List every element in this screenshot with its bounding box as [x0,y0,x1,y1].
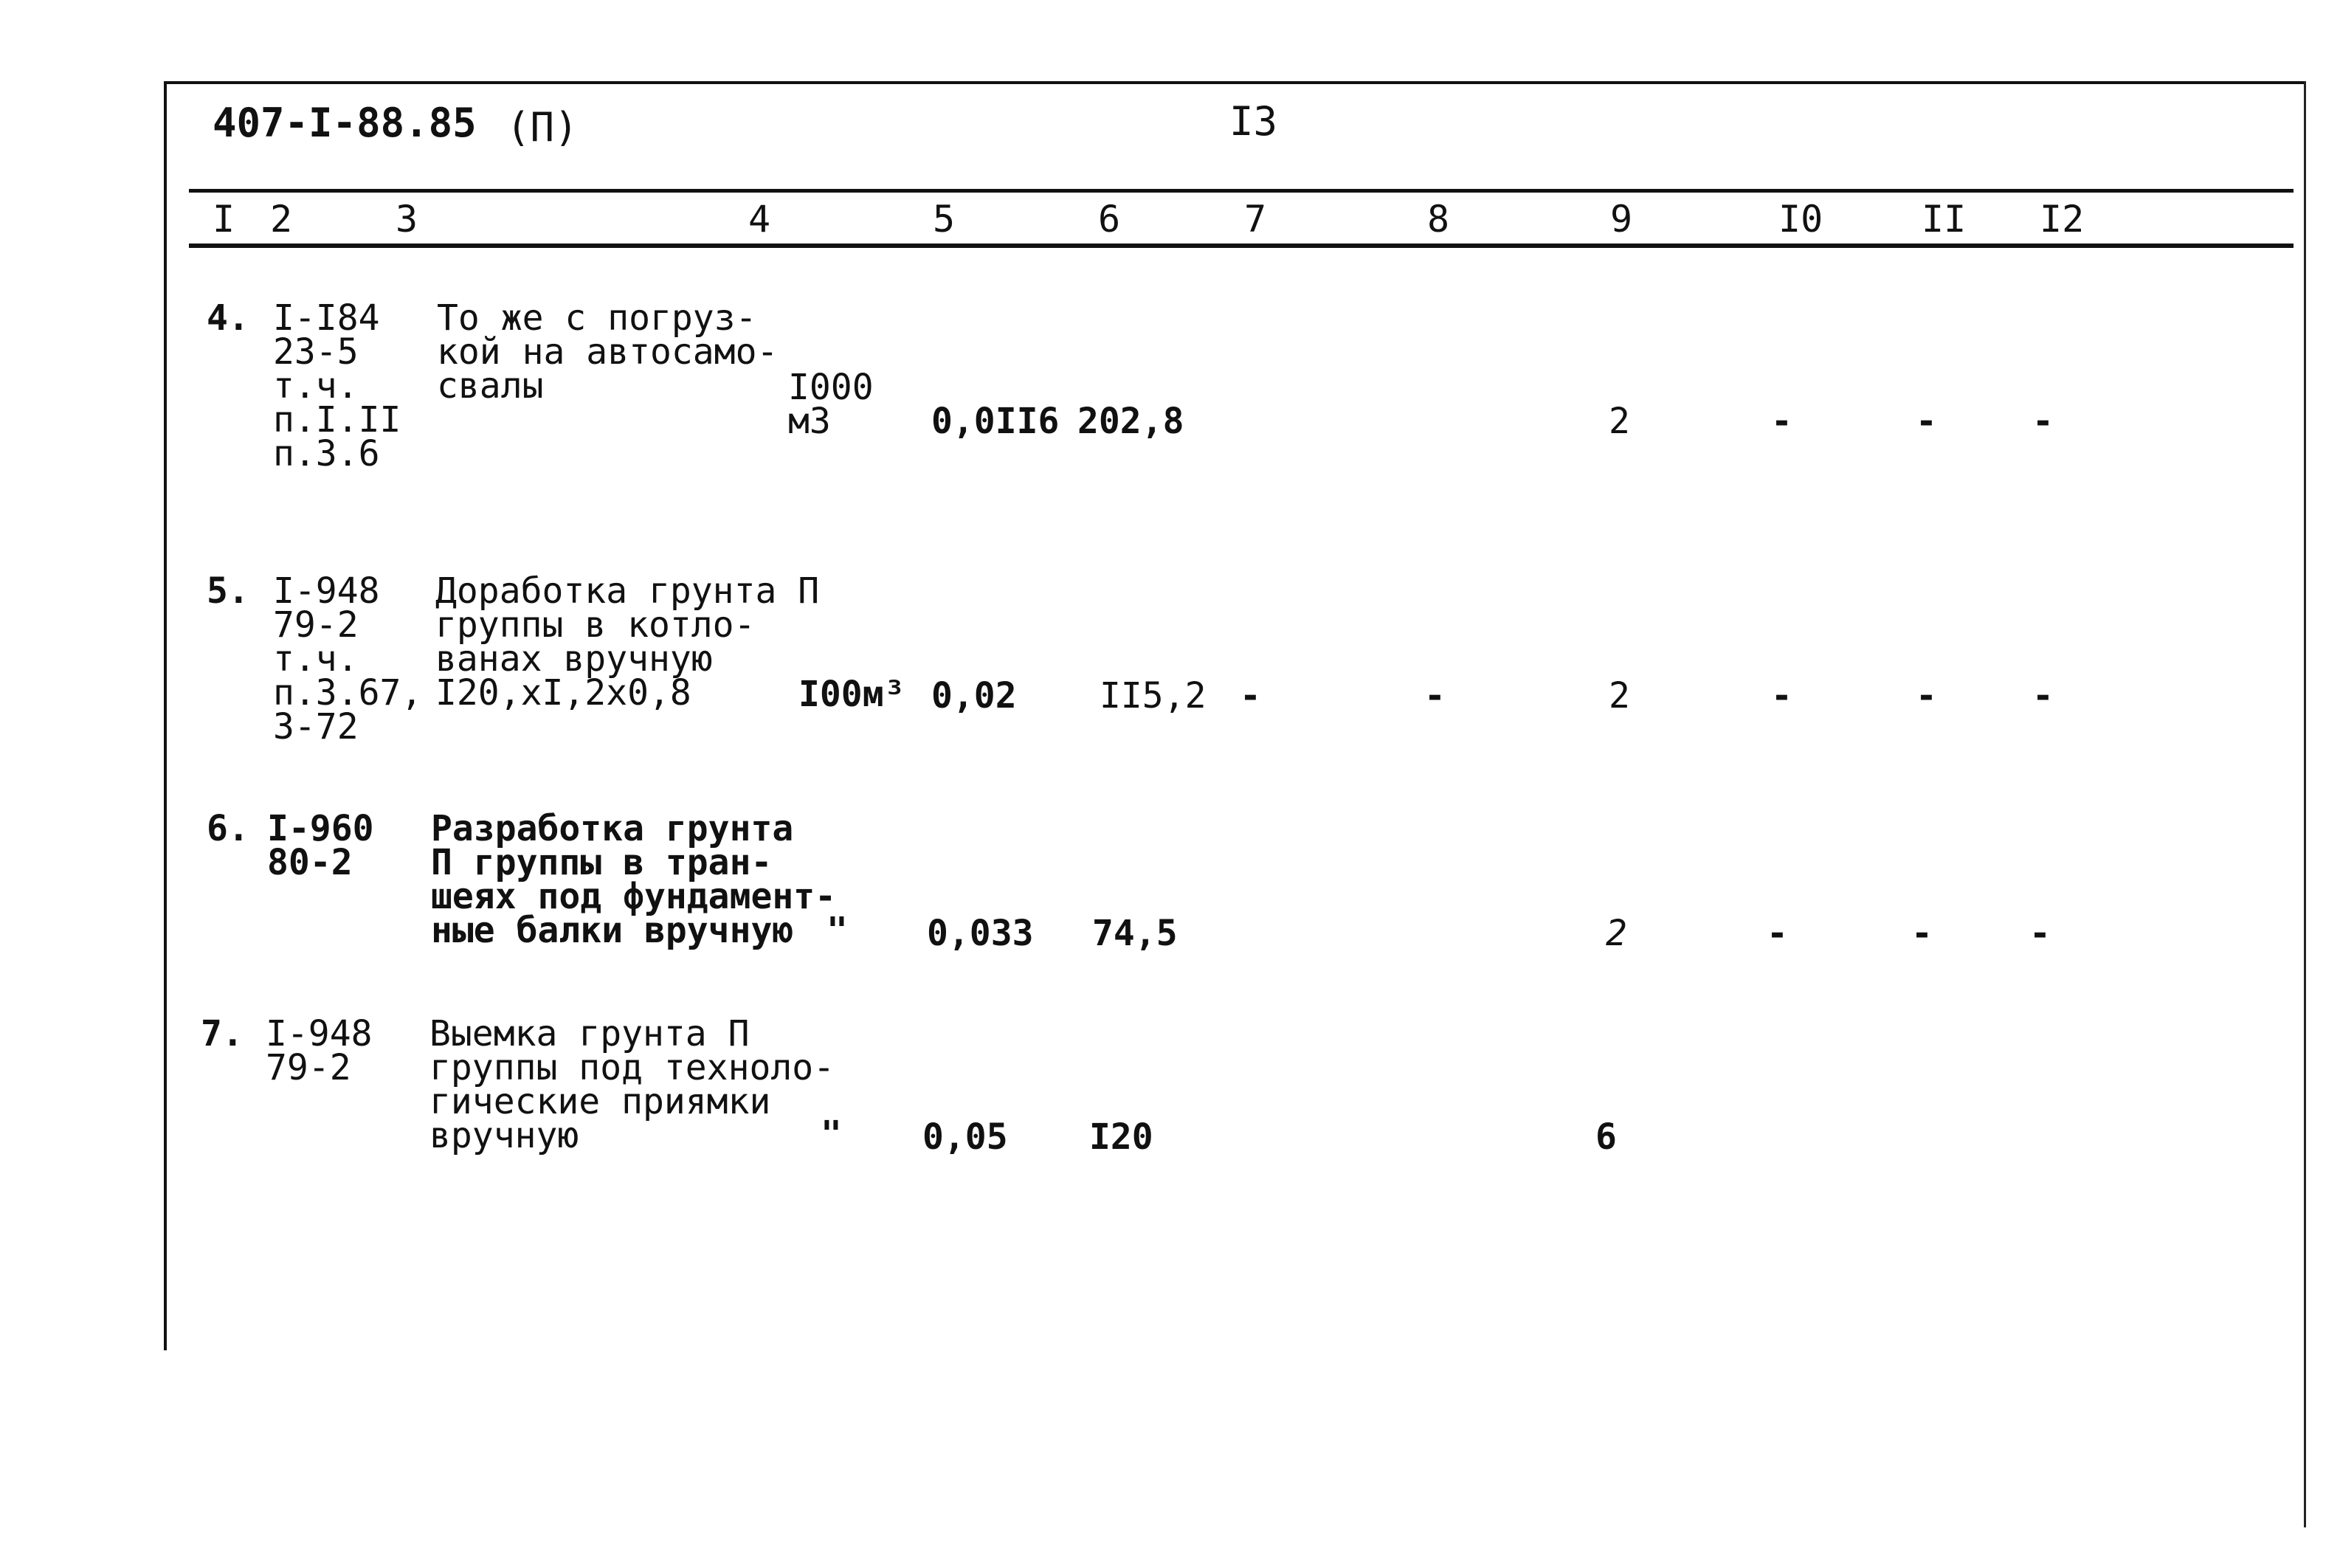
row-code: I-960 80-2 [267,808,374,883]
row-col10: - [1771,675,1792,716]
row-col12: - [2032,401,2054,442]
column-number: 6 [1098,198,1121,241]
row-quantity: 0,02 [931,675,1017,716]
frame-right-line [2304,81,2306,1527]
header-rule-top [189,189,2294,193]
column-number: 4 [748,198,771,241]
frame-left-line [164,81,167,1350]
row-code: I-948 79-2 т.ч. п.3.67, 3-72 [273,570,423,747]
column-number: 7 [1244,198,1267,241]
row-description: Доработка грунта П группы в котло- ванах вручную I20,xI,2x0,8 [435,570,820,714]
column-number: 2 [270,198,293,241]
row-unit: " [826,910,848,951]
row-col7: - [1240,675,1261,716]
row-col12: - [2032,675,2054,716]
header-rule-bottom [189,244,2294,248]
row-col8: - [1424,675,1446,716]
row-col9: 2 [1606,913,1627,954]
row-number: 6. [207,808,249,849]
row-col10: - [1771,401,1792,442]
page-number: I3 [1229,98,1278,145]
row-col11: - [1911,913,1933,954]
row-col11: - [1916,675,1937,716]
column-number: I2 [2040,198,2085,241]
row-quantity: 0,05 [922,1116,1008,1158]
row-unit: I000 м3 [788,367,874,442]
row-col11: - [1916,401,1937,442]
row-col9: 2 [1609,675,1630,716]
column-number: I0 [1778,198,1823,241]
row-quantity: 0,033 [927,913,1034,954]
doc-suffix: (П) [506,104,579,151]
column-number: I [213,198,235,241]
row-col6: 202,8 [1077,401,1184,442]
row-col12: - [2029,913,2051,954]
row-unit: " [821,1113,842,1155]
column-number: 8 [1427,198,1450,241]
frame-top-line [165,81,2305,84]
row-col6: I20 [1089,1116,1153,1158]
row-col10: - [1767,913,1788,954]
row-description: То же с погруз- кой на автосамо- свалы [437,297,779,407]
row-col9: 6 [1595,1116,1617,1158]
row-number: 7. [201,1013,244,1054]
column-number: 5 [933,198,956,241]
row-unit: I00м³ [798,674,905,715]
row-description: Выемка грунта П группы под техноло- гические приямки вручную [429,1013,835,1156]
row-code: I-I84 23-5 т.ч. п.I.II п.3.6 [273,297,401,474]
doc-code: 407-I-88.85 [213,100,477,146]
row-number: 5. [207,570,249,612]
row-number: 4. [207,297,249,339]
column-number: II [1922,198,1967,241]
row-col6: II5,2 [1100,675,1207,716]
row-col6: 74,5 [1092,913,1178,954]
row-description: Разработка грунта П группы в тран- шеях под фундамент- ные балки вручную [431,808,837,951]
row-col9: 2 [1609,401,1630,442]
column-number: 3 [396,198,418,241]
row-quantity: 0,0II6 [931,401,1060,442]
row-code: I-948 79-2 [266,1013,373,1088]
column-number: 9 [1610,198,1633,241]
